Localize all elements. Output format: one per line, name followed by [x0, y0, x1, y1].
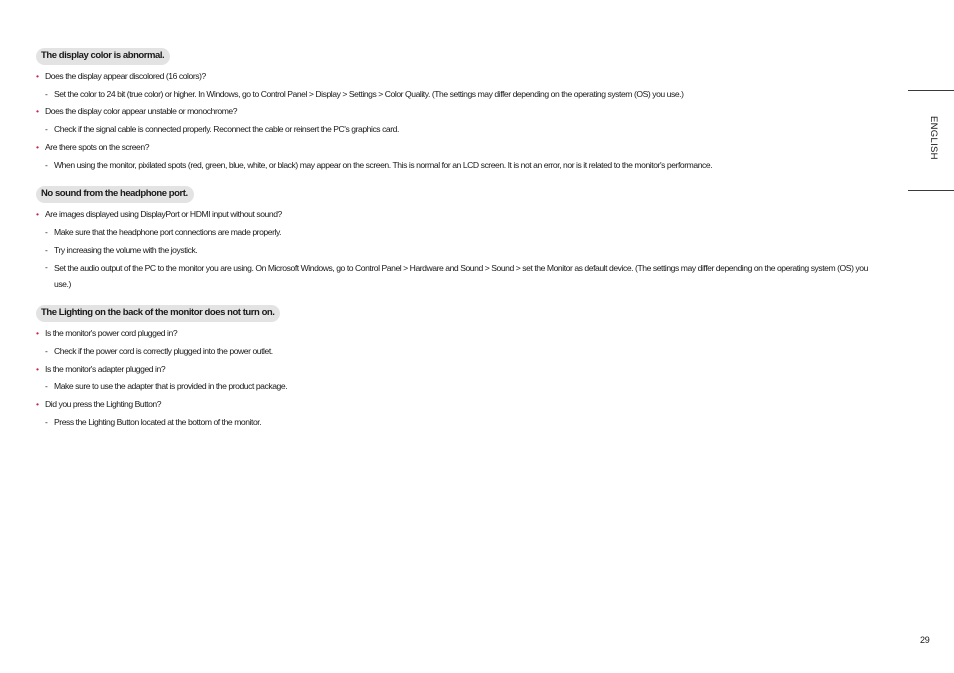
bullet-icon: • [36, 363, 39, 374]
section-display-color [36, 45, 876, 174]
question-item: • Does the display color appear unstable or monochrome? [36, 103, 876, 121]
section-heading: No sound from the headphone port. [36, 186, 194, 203]
answer-item: - Set the color to 24 bit (true color) or higher. In Windows, go to Control Panel > Display > Settings > Color Quality. (The settings may differ depending on the operating system (OS) you use.) [36, 86, 876, 104]
sidebar-divider-top [908, 90, 954, 91]
bullet-icon: • [36, 71, 39, 81]
section-headphone-sound [36, 183, 876, 293]
bullet-icon: • [36, 399, 39, 410]
question-item: • Are images displayed using DisplayPort or HDMI input without sound? [36, 206, 876, 224]
troubleshooting-content [36, 45, 876, 441]
answer-item: - Press the Lighting Button located at the bottom of the monitor. [36, 414, 876, 432]
dash-icon: - [45, 262, 48, 273]
bullet-icon: • [36, 209, 39, 220]
bullet-icon: • [36, 141, 39, 152]
answer-item: - Check if the signal cable is connected properly. Reconnect the cable or reinsert the PC's graphics card. [36, 121, 876, 139]
answer-item: - Set the audio output of the PC to the monitor you are using. On Microsoft Windows, go to Control Panel > Hardware and Sound > Sound > set the Monitor as default device. (The settings may differ depending on the operating system (OS) you use.) [36, 259, 876, 293]
question-item: • Is the monitor's adapter plugged in? [36, 361, 876, 379]
answer-item: - Make sure that the headphone port connections are made properly. [36, 224, 876, 242]
answer-item: - Make sure to use the adapter that is provided in the product package. [36, 378, 876, 396]
answer-item: - Try increasing the volume with the joystick. [36, 242, 876, 260]
section-lighting [36, 302, 876, 431]
answer-item: - Check if the power cord is correctly plugged into the power outlet. [36, 343, 876, 361]
dash-icon: - [45, 346, 48, 357]
sidebar-divider-bottom [908, 190, 954, 191]
dash-icon: - [45, 88, 48, 99]
answer-item: - When using the monitor, pixilated spots (red, green, blue, white, or black) may appear on the screen. This is normal for an LCD screen. It is not an error, nor is it related to the monitor's performance. [36, 157, 876, 175]
dash-icon: - [45, 159, 48, 170]
section-heading: The display color is abnormal. [36, 48, 170, 65]
language-tab: ENGLISH [928, 116, 939, 160]
question-item: • Is the monitor's power cord plugged in? [36, 325, 876, 343]
question-item: • Did you press the Lighting Button? [36, 396, 876, 414]
question-item: • Are there spots on the screen? [36, 139, 876, 157]
bullet-icon: • [36, 106, 39, 117]
question-item: • Does the display appear discolored (16 colors)? [36, 68, 876, 86]
dash-icon: - [45, 416, 48, 427]
dash-icon: - [45, 226, 48, 237]
dash-icon: - [45, 381, 48, 392]
dash-icon: - [45, 124, 48, 135]
dash-icon: - [45, 244, 48, 255]
bullet-icon: • [36, 328, 39, 339]
section-heading: The Lighting on the back of the monitor does not turn on. [36, 305, 280, 322]
page-number: 29 [920, 635, 930, 645]
